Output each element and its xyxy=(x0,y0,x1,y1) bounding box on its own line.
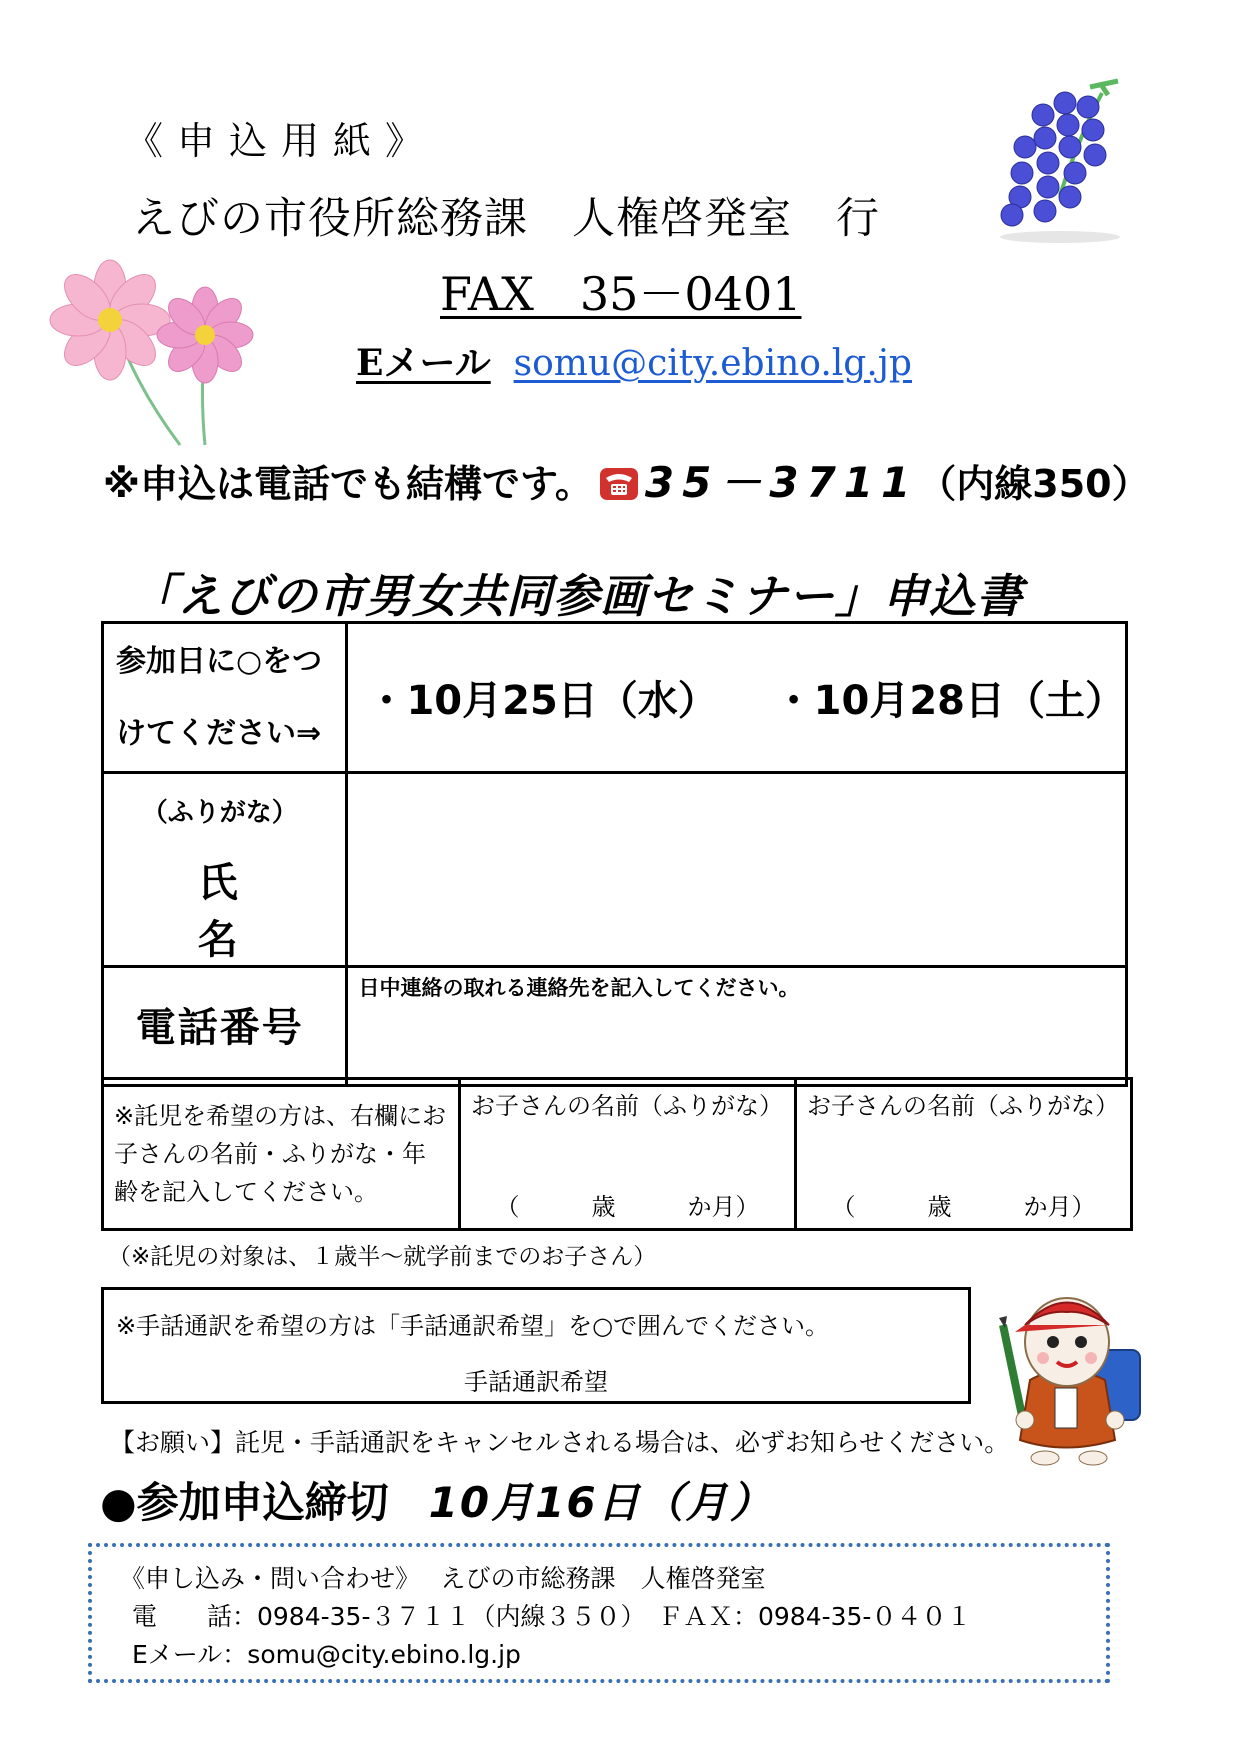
child-1-heading: お子さんの名前（ふりがな） xyxy=(470,1092,783,1120)
phone-application-note xyxy=(103,450,1150,510)
telephone-icon xyxy=(599,466,639,500)
child-2-age: （ 歳 か月） xyxy=(831,1193,1096,1221)
cancellation-request: 【お願い】託児・手話通訳をキャンセルされる場合は、必ずお知らせください。 xyxy=(110,1428,1010,1457)
date-label-line2: けてください⇒ xyxy=(116,715,322,751)
date-option-1025[interactable]: ・10月25日（水） xyxy=(366,678,718,724)
phone-extension: （内線350） xyxy=(918,462,1150,506)
phone-label-cell xyxy=(103,967,347,1086)
date-options-cell[interactable] xyxy=(347,623,1127,773)
form-title: 「えびの市男女共同参画セミナー」申込書 xyxy=(130,569,1023,623)
email-label: Eメール xyxy=(356,342,491,384)
name-input-cell[interactable] xyxy=(347,773,1127,967)
child-2-cell[interactable] xyxy=(795,1079,1131,1230)
childcare-footnote: （※託児の対象は、１歳半～就学前までのお子さん） xyxy=(108,1244,657,1270)
date-label-cell xyxy=(103,623,347,773)
deadline-label: ●参加申込締切 xyxy=(100,1478,389,1527)
application-table xyxy=(101,621,1128,1087)
childcare-row xyxy=(103,1079,1132,1230)
phone-row xyxy=(103,967,1127,1086)
name-label: 氏名 xyxy=(197,860,308,963)
mascot-illustration xyxy=(985,1270,1150,1470)
name-label-cell xyxy=(103,773,347,967)
email-link[interactable]: somu@city.ebino.lg.jp xyxy=(513,343,912,384)
phone-input-note: 日中連絡の取れる連絡先を記入してください。 xyxy=(358,976,800,1000)
furigana-label: （ふりがな） xyxy=(141,798,298,828)
phone-number: 35－3711 xyxy=(644,458,919,507)
date-row xyxy=(103,623,1127,773)
contact-heading: 《申し込み・問い合わせ》 えびの市総務課 人権啓発室 xyxy=(120,1564,766,1593)
sign-language-box xyxy=(101,1287,971,1404)
date-option-1028[interactable]: ・10月28日（土） xyxy=(773,678,1125,724)
deadline-date: 10月16日（月） xyxy=(428,1478,774,1527)
contact-box xyxy=(88,1543,1110,1683)
recipient-line: えびの市役所総務課 人権啓発室 行 xyxy=(132,194,880,244)
phone-note-text: ※申込は電話でも結構です。 xyxy=(103,462,593,506)
childcare-note: ※託児を希望の方は、右欄にお子さんの名前・ふりがな・年齢を記入してください。 xyxy=(103,1079,460,1230)
grape-illustration xyxy=(990,75,1140,245)
child-1-cell[interactable] xyxy=(459,1079,795,1230)
fax-number: FAX 35－0401 xyxy=(440,267,802,321)
email-line xyxy=(356,335,912,386)
contact-phone-fax: 電 話：0984-35-３７１１（内線３５０） ＦＡＸ：0984-35-０４０１ xyxy=(132,1602,972,1631)
deadline xyxy=(100,1470,774,1530)
name-row xyxy=(103,773,1127,967)
phone-label: 電話番号 xyxy=(135,1005,304,1051)
contact-email: Eメール：somu@city.ebino.lg.jp xyxy=(132,1640,521,1669)
date-label-line1: 参加日に○をつ xyxy=(116,643,323,679)
childcare-table xyxy=(101,1077,1133,1231)
cosmos-flowers-illustration xyxy=(40,255,260,455)
child-2-heading: お子さんの名前（ふりがな） xyxy=(806,1092,1119,1120)
form-subtitle: 《申込用紙》 xyxy=(125,119,438,163)
phone-input-cell[interactable] xyxy=(347,967,1127,1086)
sign-language-option[interactable]: 手話通訳希望 xyxy=(464,1368,608,1396)
child-1-age: （ 歳 か月） xyxy=(495,1193,760,1221)
sign-language-note: ※手話通訳を希望の方は「手話通訳希望」を○で囲んでください。 xyxy=(116,1312,830,1340)
